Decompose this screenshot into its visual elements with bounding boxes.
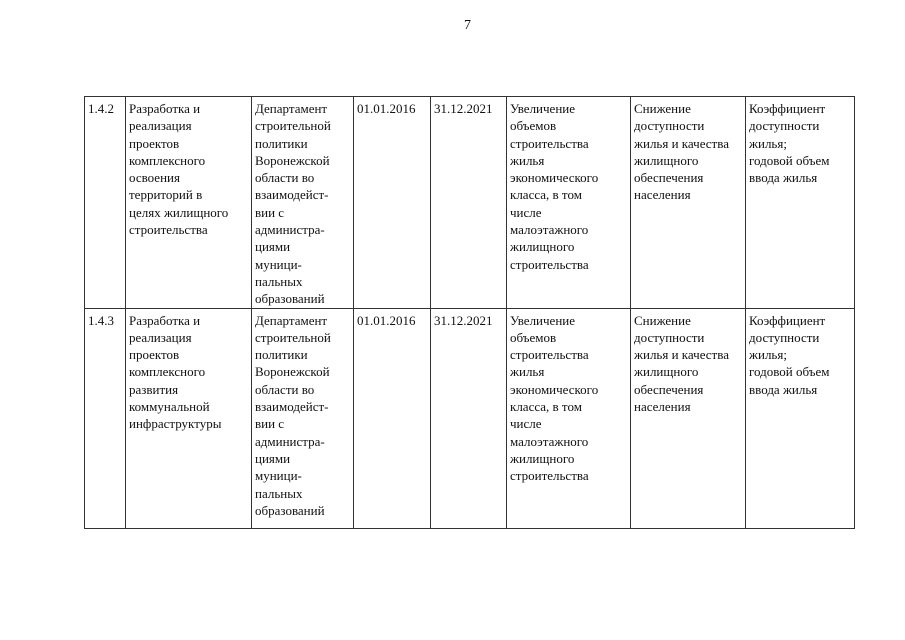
expected-result-cell: Увеличение объемов строительства жилья экономического класса, в том числе малоэтажного жилищного строительства — [507, 308, 631, 528]
start-date-cell: 01.01.2016 — [354, 308, 431, 528]
problem-cell: Снижение доступности жилья и качества жилищного обеспечения населения — [631, 97, 746, 309]
activity-table — [84, 96, 855, 529]
activity-name-cell: Разработка и реализация проектов комплексного развития коммунальной инфраструктуры — [126, 308, 252, 528]
indicator-cell: Коэффициент доступности жилья; годовой объем ввода жилья — [746, 308, 855, 528]
executor-cell: Департамент строительной политики Воронежской области во взаимодейст- вии с администра- циями муници- пальных образований — [252, 97, 354, 309]
item-number-cell: 1.4.3 — [85, 308, 126, 528]
expected-result-cell: Увеличение объемов строительства жилья экономического класса, в том числе малоэтажного жилищного строительства — [507, 97, 631, 309]
executor-cell: Департамент строительной политики Воронежской области во взаимодейст- вии с администра- циями муници- пальных образований — [252, 308, 354, 528]
start-date-cell: 01.01.2016 — [354, 97, 431, 309]
table-row — [85, 97, 855, 309]
end-date-cell: 31.12.2021 — [431, 308, 507, 528]
problem-cell: Снижение доступности жилья и качества жилищного обеспечения населения — [631, 308, 746, 528]
item-number-cell: 1.4.2 — [85, 97, 126, 309]
indicator-cell: Коэффициент доступности жилья; годовой объем ввода жилья — [746, 97, 855, 309]
table-row — [85, 308, 855, 528]
activity-name-cell: Разработка и реализация проектов комплексного освоения территорий в целях жилищного строительства — [126, 97, 252, 309]
page-number: 7 — [464, 18, 471, 33]
end-date-cell: 31.12.2021 — [431, 97, 507, 309]
